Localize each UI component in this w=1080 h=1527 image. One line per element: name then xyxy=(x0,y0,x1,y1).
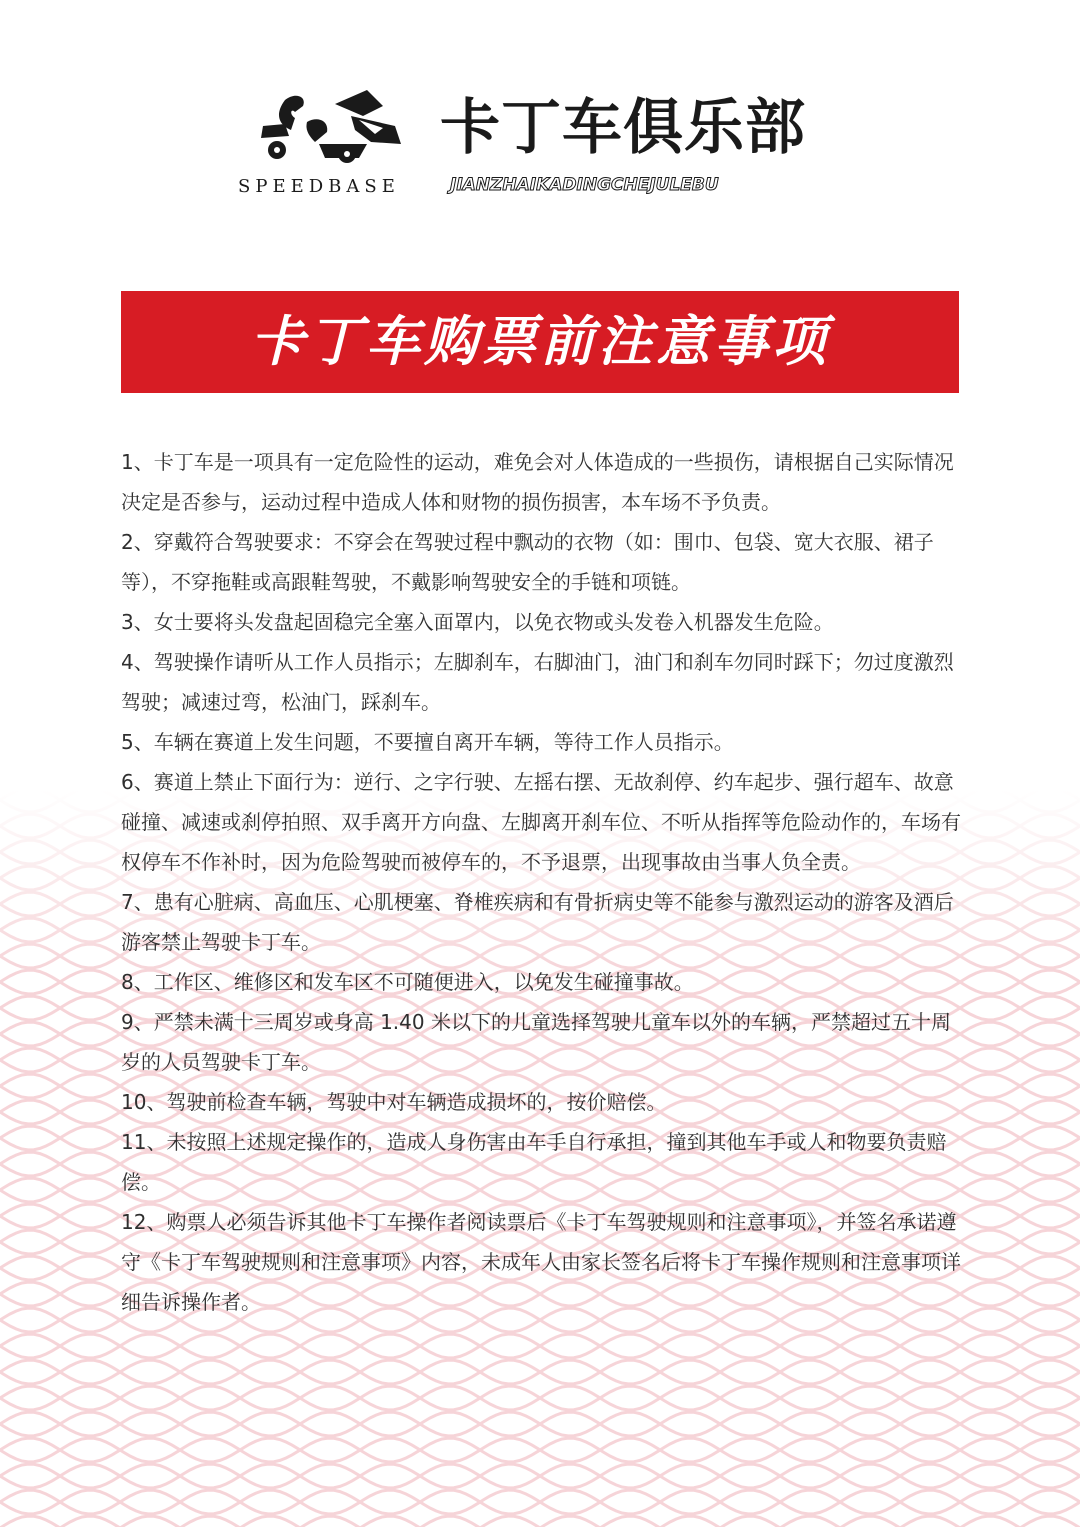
note-item: 7、患有心脏病、高血压、心肌梗塞、脊椎疾病和有骨折病史等不能参与激烈运动的游客及酒后游客禁止驾驶卡丁车。 xyxy=(121,890,954,954)
note-item: 5、车辆在赛道上发生问题，不要擅自离开车辆，等待工作人员指示。 xyxy=(121,730,734,754)
club-name-pinyin: JIANZHAIKADINGCHEJULEBU xyxy=(450,175,719,195)
club-header xyxy=(0,80,1080,210)
page-title: 卡丁车购票前注意事项 xyxy=(250,310,830,373)
note-item: 2、穿戴符合驾驶要求：不穿会在驾驶过程中飘动的衣物（如：围巾、包袋、宽大衣服、裙子等），不穿拖鞋或高跟鞋驾驶，不戴影响驾驶安全的手链和项链。 xyxy=(121,530,934,594)
club-name: 卡丁车俱乐部 xyxy=(440,93,806,163)
notes-list xyxy=(121,442,961,1322)
note-item: 11、未按照上述规定操作的，造成人身伤害由车手自行承担，撞到其他车手或人和物要负责赔偿。 xyxy=(121,1130,947,1194)
note-item: 3、女士要将头发盘起固稳完全塞入面罩内，以免衣物或头发卷入机器发生危险。 xyxy=(121,610,834,634)
kart-logo-icon xyxy=(255,86,405,166)
title-banner xyxy=(121,291,959,393)
note-item: 8、工作区、维修区和发车区不可随便进入，以免发生碰撞事故。 xyxy=(121,970,694,994)
logo-english-name: SPEEDBASE xyxy=(238,176,400,197)
note-item: 10、驾驶前检查车辆，驾驶中对车辆造成损坏的，按价赔偿。 xyxy=(121,1090,667,1114)
note-item: 9、严禁未满十三周岁或身高 1.40 米以下的儿童选择驾驶儿童车以外的车辆，严禁超过五十周岁的人员驾驶卡丁车。 xyxy=(121,1010,951,1074)
note-item: 1、卡丁车是一项具有一定危险性的运动，难免会对人体造成的一些损伤，请根据自己实际情况决定是否参与，运动过程中造成人体和财物的损伤损害，本车场不予负责。 xyxy=(121,450,954,514)
note-item: 12、购票人必须告诉其他卡丁车操作者阅读票后《卡丁车驾驶规则和注意事项》，并签名承诺遵守《卡丁车驾驶规则和注意事项》内容，未成年人由家长签名后将卡丁车操作规则和注意事项详细告诉操作者。 xyxy=(121,1210,961,1314)
note-item: 6、赛道上禁止下面行为：逆行、之字行驶、左摇右摆、无故刹停、约车起步、强行超车、故意碰撞、减速或刹停拍照、双手离开方向盘、左脚离开刹车位、不听从指挥等危险动作的，车场有权停车不作补时，因为危险驾驶而被停车的，不予退票，出现事故由当事人负全责。 xyxy=(121,770,961,874)
note-item: 4、驾驶操作请听从工作人员指示；左脚刹车，右脚油门，油门和刹车勿同时踩下；勿过度激烈驾驶；减速过弯，松油门，踩刹车。 xyxy=(121,650,954,714)
